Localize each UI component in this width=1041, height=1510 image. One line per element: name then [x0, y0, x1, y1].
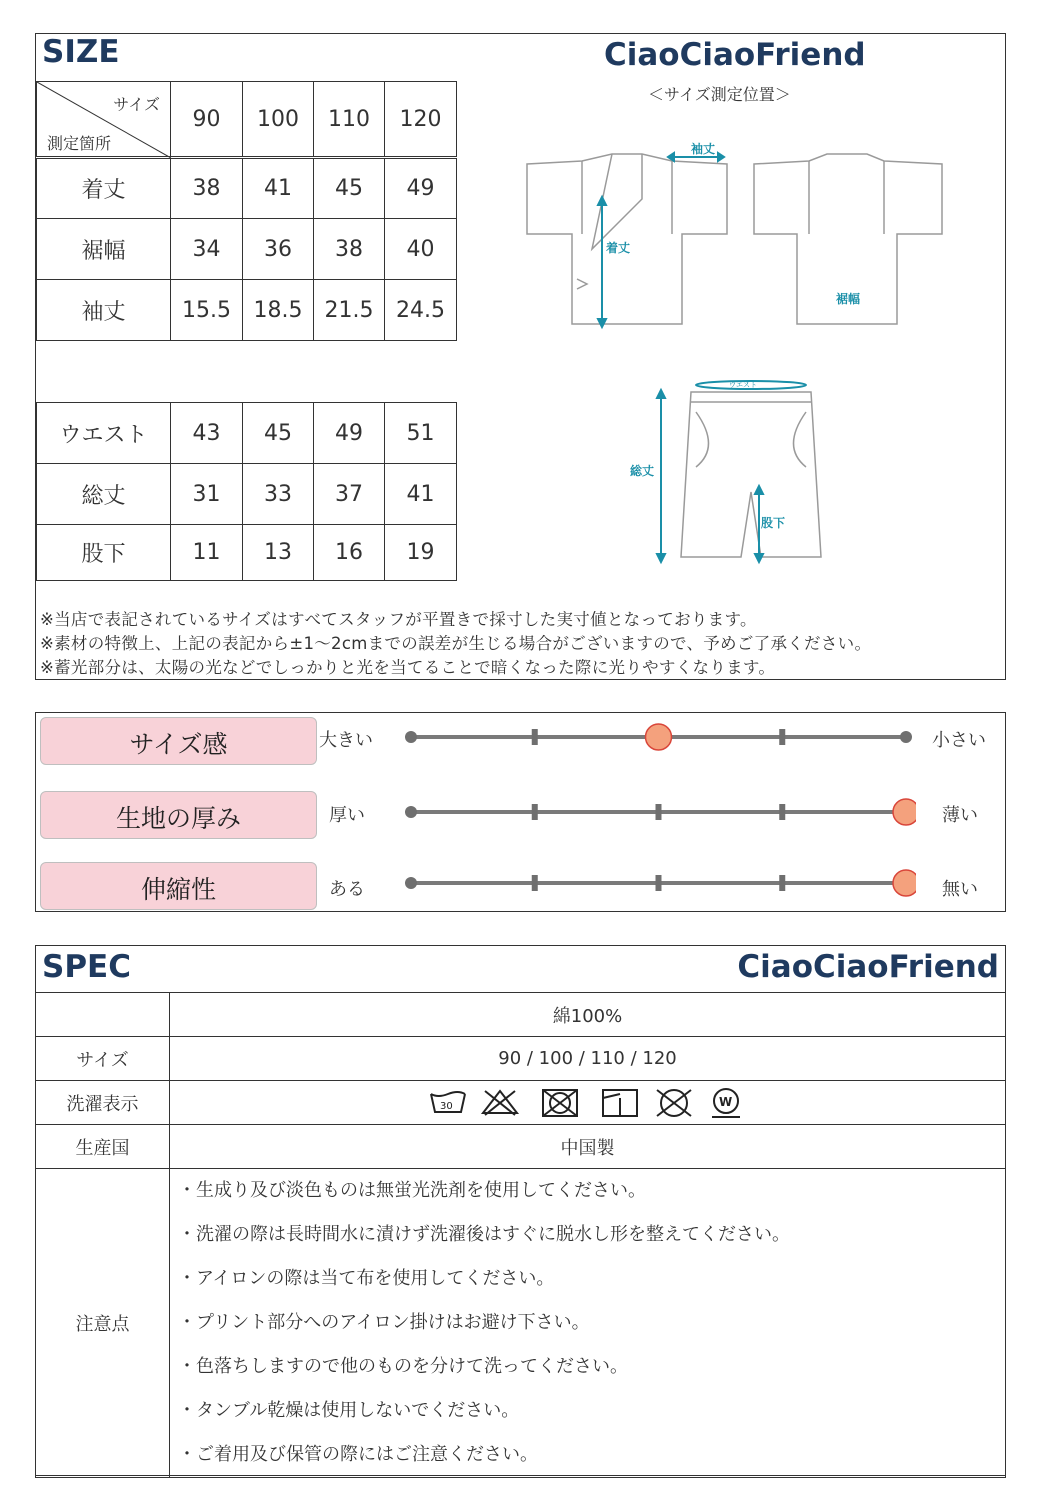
table-cell: 11	[171, 525, 243, 581]
material-label	[36, 993, 170, 1037]
line-dry-icon	[603, 1090, 637, 1116]
size-section	[35, 33, 1006, 680]
table-cell: 15.5	[171, 280, 243, 341]
row-label: ウエスト	[37, 403, 171, 464]
table-cell: 31	[171, 464, 243, 525]
scale-endpoint	[900, 731, 912, 743]
size-label: サイズ	[36, 1037, 170, 1081]
top-garment-diagram	[522, 139, 952, 339]
body-length-label: 着丈	[606, 241, 631, 255]
feel-left-label: 厚い	[329, 805, 365, 826]
scale-endpoint	[405, 806, 417, 818]
caution-item: ・プリント部分へのアイロン掛けはお避け下さい。	[178, 1312, 590, 1333]
scale-marker	[893, 799, 916, 825]
header-size-label: サイズ	[113, 95, 160, 114]
scale-endpoint	[405, 877, 417, 889]
no-tumble-dry-icon	[543, 1090, 577, 1116]
feel-left-label: 大きい	[319, 730, 373, 751]
feel-left-label: ある	[329, 879, 365, 900]
care-symbols	[428, 1086, 748, 1120]
diagram-caption: ＜サイズ測定位置＞	[648, 85, 791, 104]
no-dry-clean-icon	[657, 1090, 691, 1116]
feel-label-size: サイズ感	[40, 717, 317, 765]
scale-tick	[532, 875, 538, 891]
scale-marker	[646, 724, 672, 750]
table-header-corner	[37, 82, 171, 158]
table-cell: 24.5	[385, 280, 457, 341]
caution-item: ・ご着用及び保管の際にはご注意ください。	[178, 1444, 538, 1465]
scale-tick	[656, 875, 662, 891]
note-line: ※素材の特徴上、上記の表記から±1～2cmまでの誤差が生じる場合がございますので、予めご了承ください。	[40, 634, 872, 653]
table-cell: 33	[243, 464, 314, 525]
row-label: 着丈	[37, 158, 171, 219]
svg-text:W: W	[718, 1094, 732, 1109]
feel-label-stretch: 伸縮性	[40, 862, 317, 910]
table-cell: 49	[314, 403, 385, 464]
size-table-bottom	[36, 402, 457, 581]
table-cell: 49	[385, 158, 457, 219]
caution-item: ・洗濯の際は長時間水に漬けず洗濯後はすぐに脱水し形を整えてください。	[178, 1224, 790, 1245]
rating-scales	[396, 713, 916, 911]
wash-icons	[170, 1081, 1006, 1125]
table-cell: 38	[314, 219, 385, 280]
fit-feel-section	[35, 712, 1006, 912]
caution-item: ・生成り及び淡色ものは無蛍光洗剤を使用してください。	[178, 1180, 646, 1201]
scale-tick	[532, 729, 538, 745]
sleeve-length-label: 袖丈	[691, 142, 716, 156]
size-title: SIZE	[42, 34, 120, 70]
header-part-label: 測定箇所	[47, 134, 112, 153]
spec-section	[35, 945, 1006, 1476]
shorts-diagram	[651, 372, 831, 572]
scale-tick	[779, 804, 785, 820]
caution-list	[170, 1169, 1006, 1478]
origin-label: 生産国	[36, 1125, 170, 1169]
svg-text:30: 30	[439, 1100, 453, 1112]
table-cell: 41	[385, 464, 457, 525]
feel-right-label: 無い	[942, 879, 978, 900]
size-header: 110	[314, 82, 385, 158]
material-value: 綿100%	[170, 993, 1006, 1037]
total-length-label: 総丈	[630, 464, 655, 478]
table-cell: 21.5	[314, 280, 385, 341]
table-cell: 36	[243, 219, 314, 280]
wash-label: 洗濯表示	[36, 1081, 170, 1125]
spec-title: SPEC	[42, 949, 131, 985]
origin-value: 中国製	[170, 1125, 1006, 1169]
row-label: 股下	[37, 525, 171, 581]
table-cell: 13	[243, 525, 314, 581]
wash-30-icon	[431, 1092, 465, 1112]
brand-logo: CiaoCiaoFriend	[604, 37, 866, 73]
row-label: 総丈	[37, 464, 171, 525]
feel-right-label: 薄い	[942, 805, 978, 826]
wet-clean-icon	[712, 1089, 740, 1117]
table-cell: 16	[314, 525, 385, 581]
feel-label-thickness: 生地の厚み	[40, 791, 317, 839]
table-cell: 45	[314, 158, 385, 219]
table-cell: 19	[385, 525, 457, 581]
table-cell: 37	[314, 464, 385, 525]
table-cell: 45	[243, 403, 314, 464]
table-cell: 43	[171, 403, 243, 464]
table-cell: 18.5	[243, 280, 314, 341]
scale-marker	[893, 870, 916, 896]
waist-label: ウエスト	[729, 381, 757, 389]
no-bleach-icon	[483, 1091, 517, 1115]
row-label: 裾幅	[37, 219, 171, 280]
table-cell: 51	[385, 403, 457, 464]
note-line: ※当店で表記されているサイズはすべてスタッフが平置きで採寸した実寸値となっております。	[40, 610, 757, 629]
scale-tick	[656, 804, 662, 820]
scale-endpoint	[405, 731, 417, 743]
scale-tick	[779, 729, 785, 745]
size-header: 120	[385, 82, 457, 158]
table-cell: 34	[171, 219, 243, 280]
caution-item: ・アイロンの際は当て布を使用してください。	[178, 1268, 555, 1289]
note-line: ※蓄光部分は、太陽の光などでしっかりと光を当てることで暗くなった際に光りやすくなります。	[40, 658, 776, 677]
feel-right-label: 小さい	[932, 730, 986, 751]
scale-tick	[532, 804, 538, 820]
caution-item: ・色落ちしますので他のものを分けて洗ってください。	[178, 1356, 628, 1377]
spec-brand-logo: CiaoCiaoFriend	[737, 949, 999, 985]
table-cell: 38	[171, 158, 243, 219]
size-header: 90	[171, 82, 243, 158]
caution-item: ・タンブル乾燥は使用しないでください。	[178, 1400, 520, 1421]
size-table-top	[36, 81, 457, 341]
table-cell: 40	[385, 219, 457, 280]
size-header: 100	[243, 82, 314, 158]
table-cell: 41	[243, 158, 314, 219]
inseam-label: 股下	[761, 516, 786, 530]
size-value: 90 / 100 / 110 / 120	[170, 1037, 1006, 1081]
caution-label: 注意点	[36, 1169, 170, 1478]
hem-width-label: 裾幅	[836, 292, 861, 306]
scale-tick	[779, 875, 785, 891]
row-label: 袖丈	[37, 280, 171, 341]
spec-table	[35, 992, 1006, 1478]
